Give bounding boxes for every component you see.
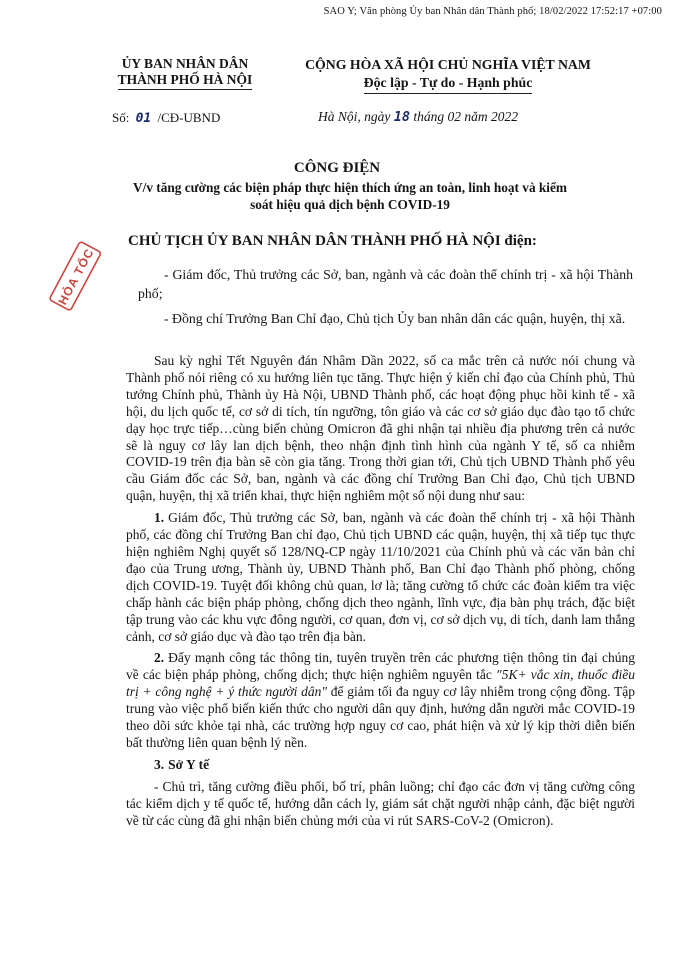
recipient-item: - Đồng chí Trưởng Ban Chỉ đạo, Chủ tịch Ủy ban nhân dân các quận, huyện, thị xã. <box>164 311 626 326</box>
agency-line-1: ỦY BAN NHÂN DÂN <box>121 56 249 71</box>
recipient-list <box>138 266 633 336</box>
doc-number-prefix: Số: <box>112 110 130 125</box>
item-1-paragraph <box>126 510 635 645</box>
urgent-stamp-icon <box>48 232 106 322</box>
national-motto: Độc lập - Tự do - Hạnh phúc <box>364 74 533 94</box>
item-number: 1. <box>154 510 165 526</box>
item-text-italic: "5K+ vắc xin, thuốc điều trị + công nghệ + ý thức người dân" <box>126 667 635 700</box>
date-day-handwritten: 18 <box>393 109 411 125</box>
item-3-subparagraph: - Chủ trì, tăng cường điều phối, bố trí, phân luồng; chỉ đạo các đơn vị tăng cường công tác kiểm dịch y tế quốc tế, hướng dẫn cách ly, giám sát chặt người nhập cảnh, đặc biệt người về từ các cùng đã ghi nhận biến chủng mới của vi rút SARS-CoV-2 (Omicron). <box>126 778 635 828</box>
document-body <box>126 353 635 834</box>
date-prefix: Hà Nội, ngày <box>318 109 391 124</box>
date-month-year: tháng 02 năm 2022 <box>413 109 519 124</box>
nation-name: CỘNG HÒA XÃ HỘI CHỦ NGHĨA VIỆT NAM <box>305 57 591 72</box>
item-text: Đẩy mạnh công tác thông tin, tuyên truyền trên các phương tiện thông tin đại chúng về các biện pháp phòng, chống dịch; thực hiện nghiêm nguyên tắc <box>126 650 635 683</box>
item-number: 3. <box>154 756 165 772</box>
national-header <box>268 56 628 94</box>
salutation-line: CHỦ TỊCH ỦY BAN NHÂN DÂN THÀNH PHỐ HÀ NỘI điện: <box>128 233 537 249</box>
place-and-date <box>318 109 518 125</box>
item-text: để giảm tối đa nguy cơ lây nhiễm trong cộng đồng. Tập trung vào việc phổ biến kiến thức cho người dân quy định, hướng dẫn người mắc COVID-19 theo dõi sức khỏe tại nhà, các trường hợp nguy cơ cao, phát hiện và xử lý kịp thời diễn biến bất thường liên quan bệnh lý nền. <box>126 684 635 750</box>
item-number: 2. <box>154 650 165 666</box>
document-subject: V/v tăng cường các biện pháp thực hiện thích ứng an toàn, linh hoạt và kiểm soát hiệu quả dịch bệnh COVID-19 <box>133 180 567 212</box>
item-3-heading <box>126 757 635 774</box>
doc-number-suffix: /CĐ-UBND <box>157 110 221 125</box>
svg-text:HỎA TỐC: HỎA TỐC <box>55 245 97 308</box>
item-text: Giám đốc, Thủ trưởng các Sở, ban, ngành và các đoàn thể chính trị - xã hội Thành phố, các đồng chí Trưởng Ban chỉ đạo, Chủ tịch UBND các quận, huyện, thị xã tiếp tục thực hiện nghiêm Nghị quyết số 128/NQ-CP ngày 11/10/2021 của Chính phủ và các văn bản chỉ đạo của Trung ương, Thành ủy, UBND Thành phố, Ban Chỉ đạo Thành phố phòng, chống dịch COVID-19. Tuyệt đối không chủ quan, lơ là; tăng cường tổ chức các đoàn kiểm tra việc chấp hành các biện pháp phòng, chống dịch theo ngành, lĩnh vực, địa bàn phụ trách, đặc biệt tập trung vào các khu vực đông người, cơ quan, đơn vị, cơ sở dịch vụ, di tích, danh lam thắng cảnh, cơ sở giáo dục và đào tạo trên địa bàn. <box>126 510 635 644</box>
document-number <box>112 110 220 126</box>
item-heading: Sở Y tế <box>168 756 210 772</box>
agency-line-2: THÀNH PHỐ HÀ NỘI <box>118 72 253 90</box>
recipient-item: - Giám đốc, Thủ trưởng các Sở, ban, ngành và các đoàn thể chính trị - xã hội Thành phố; <box>138 267 633 301</box>
document-title: CÔNG ĐIỆN <box>293 160 381 176</box>
issuing-agency <box>100 56 270 90</box>
item-2-paragraph <box>126 650 635 751</box>
digital-copy-stamp: SAO Y; Văn phòng Ủy ban Nhân dân Thành phố; 18/02/2022 17:52:17 +07:00 <box>323 6 662 17</box>
doc-number-handwritten: 01 <box>135 111 152 126</box>
intro-paragraph: Sau kỳ nghỉ Tết Nguyên đán Nhâm Dần 2022, số ca mắc trên cả nước nói chung và Thành phố nói riêng có xu hướng liên tục tăng. Thực hiện ý kiến chỉ đạo của Chính phủ, Thủ tướng Chính phủ, Thành ủy Hà Nội, UBND Thành phố, các hoạt động phục hồi kinh tế - xã hội, du lịch quốc tế, cơ sở di tích, tín ngưỡng, tôn giáo và các cơ sở giáo dục đào tạo tổ chức dạy học trực tiếp…cùng biến chủng Omicron đã ghi nhận tại nhiều địa phương trên cả nước sẽ là nguy cơ lây lan dịch bệnh, theo nhận định tình hình của ngành Y tế, số ca nhiễm COVID-19 trên địa bàn sẽ còn gia tăng. Trong thời gian tới, Chủ tịch UBND Thành phố yêu cầu Giám đốc các Sở, ban, ngành và các đồng chí Trưởng Ban Chỉ đạo, Chủ tịch UBND quận, huyện, thị xã triển khai, thực hiện nghiêm một số nội dung như sau: <box>126 353 635 504</box>
